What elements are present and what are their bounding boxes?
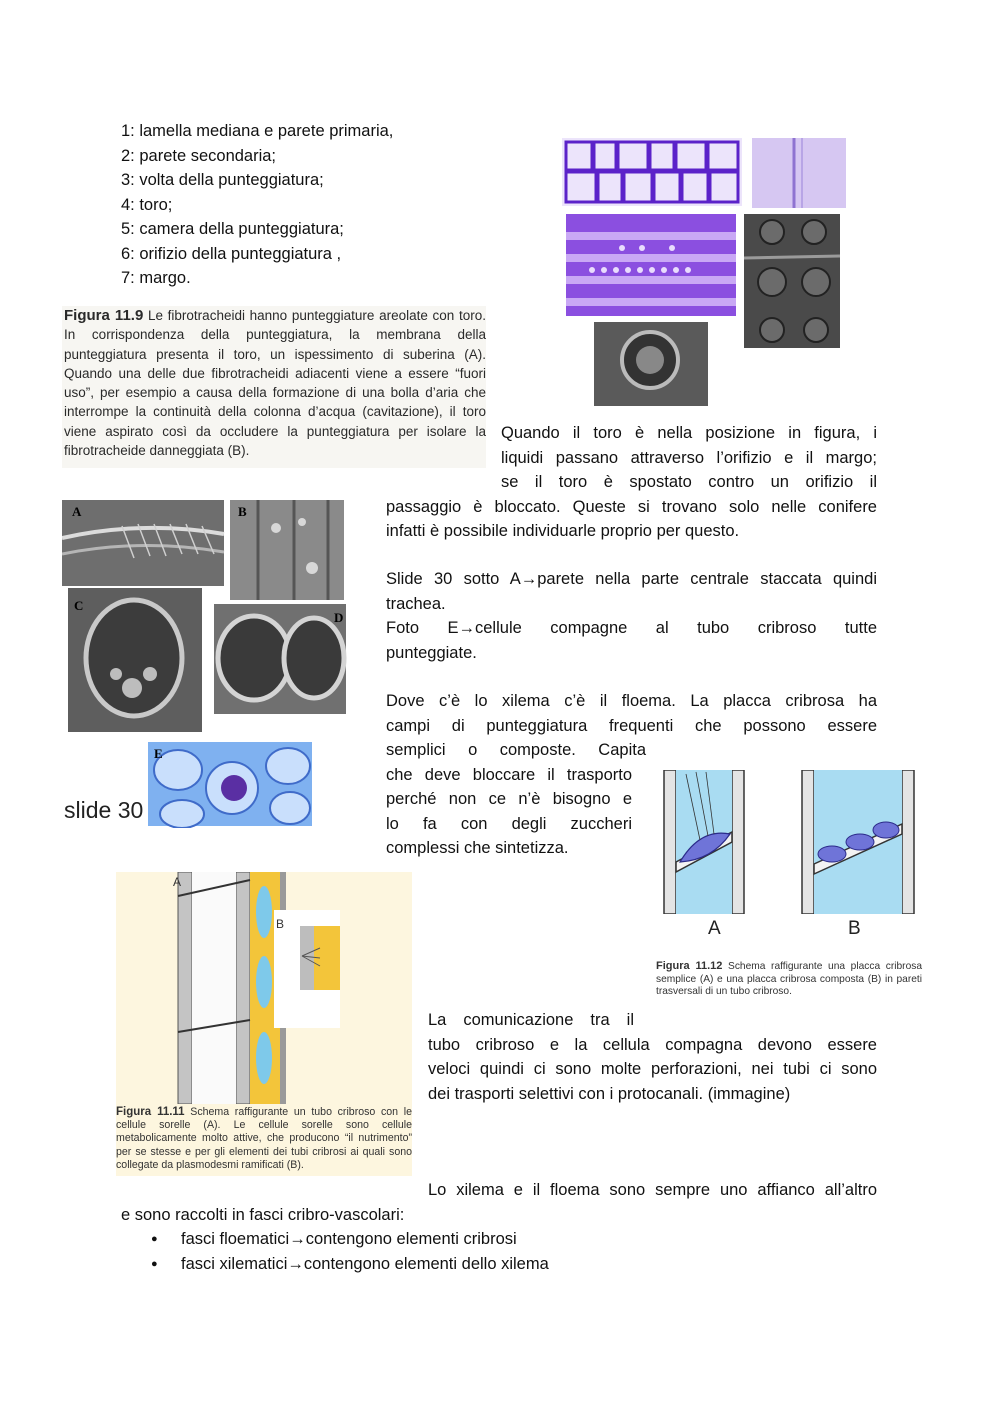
text-line: passaggio è bloccato. Queste si trovano solo nelle conifere	[386, 497, 877, 516]
paragraph-comunicazione	[428, 1008, 877, 1106]
text-line: Lo xilema e il floema sono sempre uno affianco all’altro	[428, 1181, 877, 1199]
list-item: ● fasci xilematici→contengono elementi dello xilema	[121, 1252, 821, 1277]
legend-item: 6: orifizio della punteggiatura ,	[121, 244, 342, 263]
figure-11-12-caption-label: Figura 11.12	[656, 960, 723, 972]
sieve-plate-simple	[664, 770, 744, 914]
figure-11-12-label-a: A	[708, 918, 721, 939]
text-line: complessi che sintetizza.	[386, 839, 569, 857]
micrograph-panel-a	[562, 138, 742, 206]
bullet-list	[121, 1227, 821, 1276]
slide-panel-e-label: E	[154, 746, 163, 761]
slide-panel-c	[68, 588, 202, 732]
paragraph-toro	[386, 421, 877, 544]
figure-11-9-text: Le fibrotracheidi hanno punteggiature areolate con toro. In corrispondenza della punteggiatura, la membrana della punteggiatura presenta il toro, un ispessimento di suberina (A). Quando una delle due fibrotracheidi adiacenti viene a essere “fuori uso”, per esempio a causa della formazione di una bolla d’aria che interrompe la continuità della colonna d’acqua (cavitazione), il toro viene aspirato così da occludere la punteggiatura per isolare la fibrotracheide danneggiata (B).	[64, 308, 486, 459]
micrograph-panel-pit	[594, 322, 708, 406]
figure-11-11-caption-text: Schema raffigurante un tubo cribroso con le cellule sorelle (A). Le cellule sorelle sono cellule metabolicamente molto attive, che producono “il nutrimento” per se stesse e per gli elementi dei tubi cribrosi ai quali sono collegate da plasmodesmi ramificati (B).	[116, 1106, 412, 1171]
slide-panel-c-label: C	[74, 598, 84, 613]
legend-item: 3: volta della punteggiatura;	[121, 171, 324, 189]
legend-list	[121, 119, 501, 291]
micrograph-panel-c	[566, 214, 736, 316]
figure-11-11-label-b: B	[276, 917, 285, 931]
text-line: veloci quindi ci sono molte perforazioni, nei tubi ci sono	[428, 1060, 877, 1078]
slide-panel-b	[230, 500, 344, 600]
micrograph-panel-d	[744, 214, 840, 348]
text-line: semplici o composte. Capita	[386, 741, 646, 759]
slide-panel-a-label: A	[72, 504, 82, 519]
micrograph-panel-b	[752, 138, 846, 208]
slide-panel-e	[148, 742, 312, 828]
text-line: se il toro è spostato contro un orifizio il	[501, 473, 877, 491]
text-line: Slide 30 sotto A→parete nella parte centrale staccata quindi	[386, 570, 877, 588]
figure-11-12-diagram	[656, 770, 922, 914]
figure-11-9-label: Figura 11.9	[64, 307, 144, 324]
legend-item: 1: lamella mediana e parete primaria,	[121, 122, 394, 140]
text-line: perché non ce n’è bisogno e	[386, 790, 632, 808]
text-line: Foto E→cellule compagne al tubo cribroso tutte	[386, 619, 877, 637]
legend-item: 2: parete secondaria;	[121, 146, 277, 165]
figure-11-12-label-b: B	[848, 918, 861, 939]
text-line: Dove c’è lo xilema c’è il floema. La placca cribrosa ha	[386, 692, 877, 710]
text-line: tubo cribroso e la cellula compagna devono essere	[428, 1035, 877, 1054]
slide-30-label: slide 30	[64, 797, 144, 823]
figure-11-11-caption-label: Figura 11.11	[116, 1106, 185, 1118]
text-line: Quando il toro è nella posizione in figura, i	[501, 424, 877, 442]
figure-11-11-caption	[116, 1104, 412, 1176]
figure-11-11-diagram	[116, 872, 412, 1104]
slide-panel-a	[62, 500, 224, 586]
sieve-plate-compound	[802, 770, 914, 914]
figure-11-12-caption	[656, 960, 922, 999]
text-line: lo fa con degli zuccheri	[386, 814, 632, 833]
text-line: che deve bloccare il trasporto	[386, 765, 632, 784]
figure-11-12-caption-text: Schema raffigurante una placca cribrosa semplice (A) e una placca cribrosa composta (B) in pareti trasversali di un tubo cribroso.	[656, 961, 922, 998]
slide-panel-d	[214, 604, 346, 714]
text-line: dei trasporti selettivi con i protocanali. (immagine)	[428, 1084, 791, 1103]
text-line: trachea.	[386, 594, 446, 613]
paragraph-slide-30	[386, 567, 877, 665]
text-line: infatti è possibile individuarle proprio per questo.	[386, 522, 740, 540]
text-line: punteggiate.	[386, 643, 477, 662]
list-item: ● fasci floematici→contengono elementi cribrosi	[121, 1227, 821, 1252]
figure-11-11-label-a: A	[173, 875, 182, 889]
slide-panel-b-label: B	[238, 504, 247, 519]
text-line: e sono raccolti in fasci cribro-vascolari:	[121, 1205, 405, 1224]
paragraph-fasci	[121, 1178, 877, 1227]
legend-item: 4: toro;	[121, 195, 173, 214]
figure-11-9-micrographs	[562, 136, 846, 406]
legend-item: 5: camera della punteggiatura;	[121, 220, 344, 238]
legend-item: 7: margo.	[121, 269, 191, 287]
text-line: campi di punteggiatura frequenti che possono essere	[386, 716, 877, 735]
slide-panel-d-label: D	[334, 610, 344, 625]
text-line: liquidi passano attraverso l’orifizio e il margo;	[501, 448, 877, 467]
text-line: La comunicazione tra il	[428, 1011, 634, 1029]
slide-30-micrographs	[62, 498, 384, 828]
